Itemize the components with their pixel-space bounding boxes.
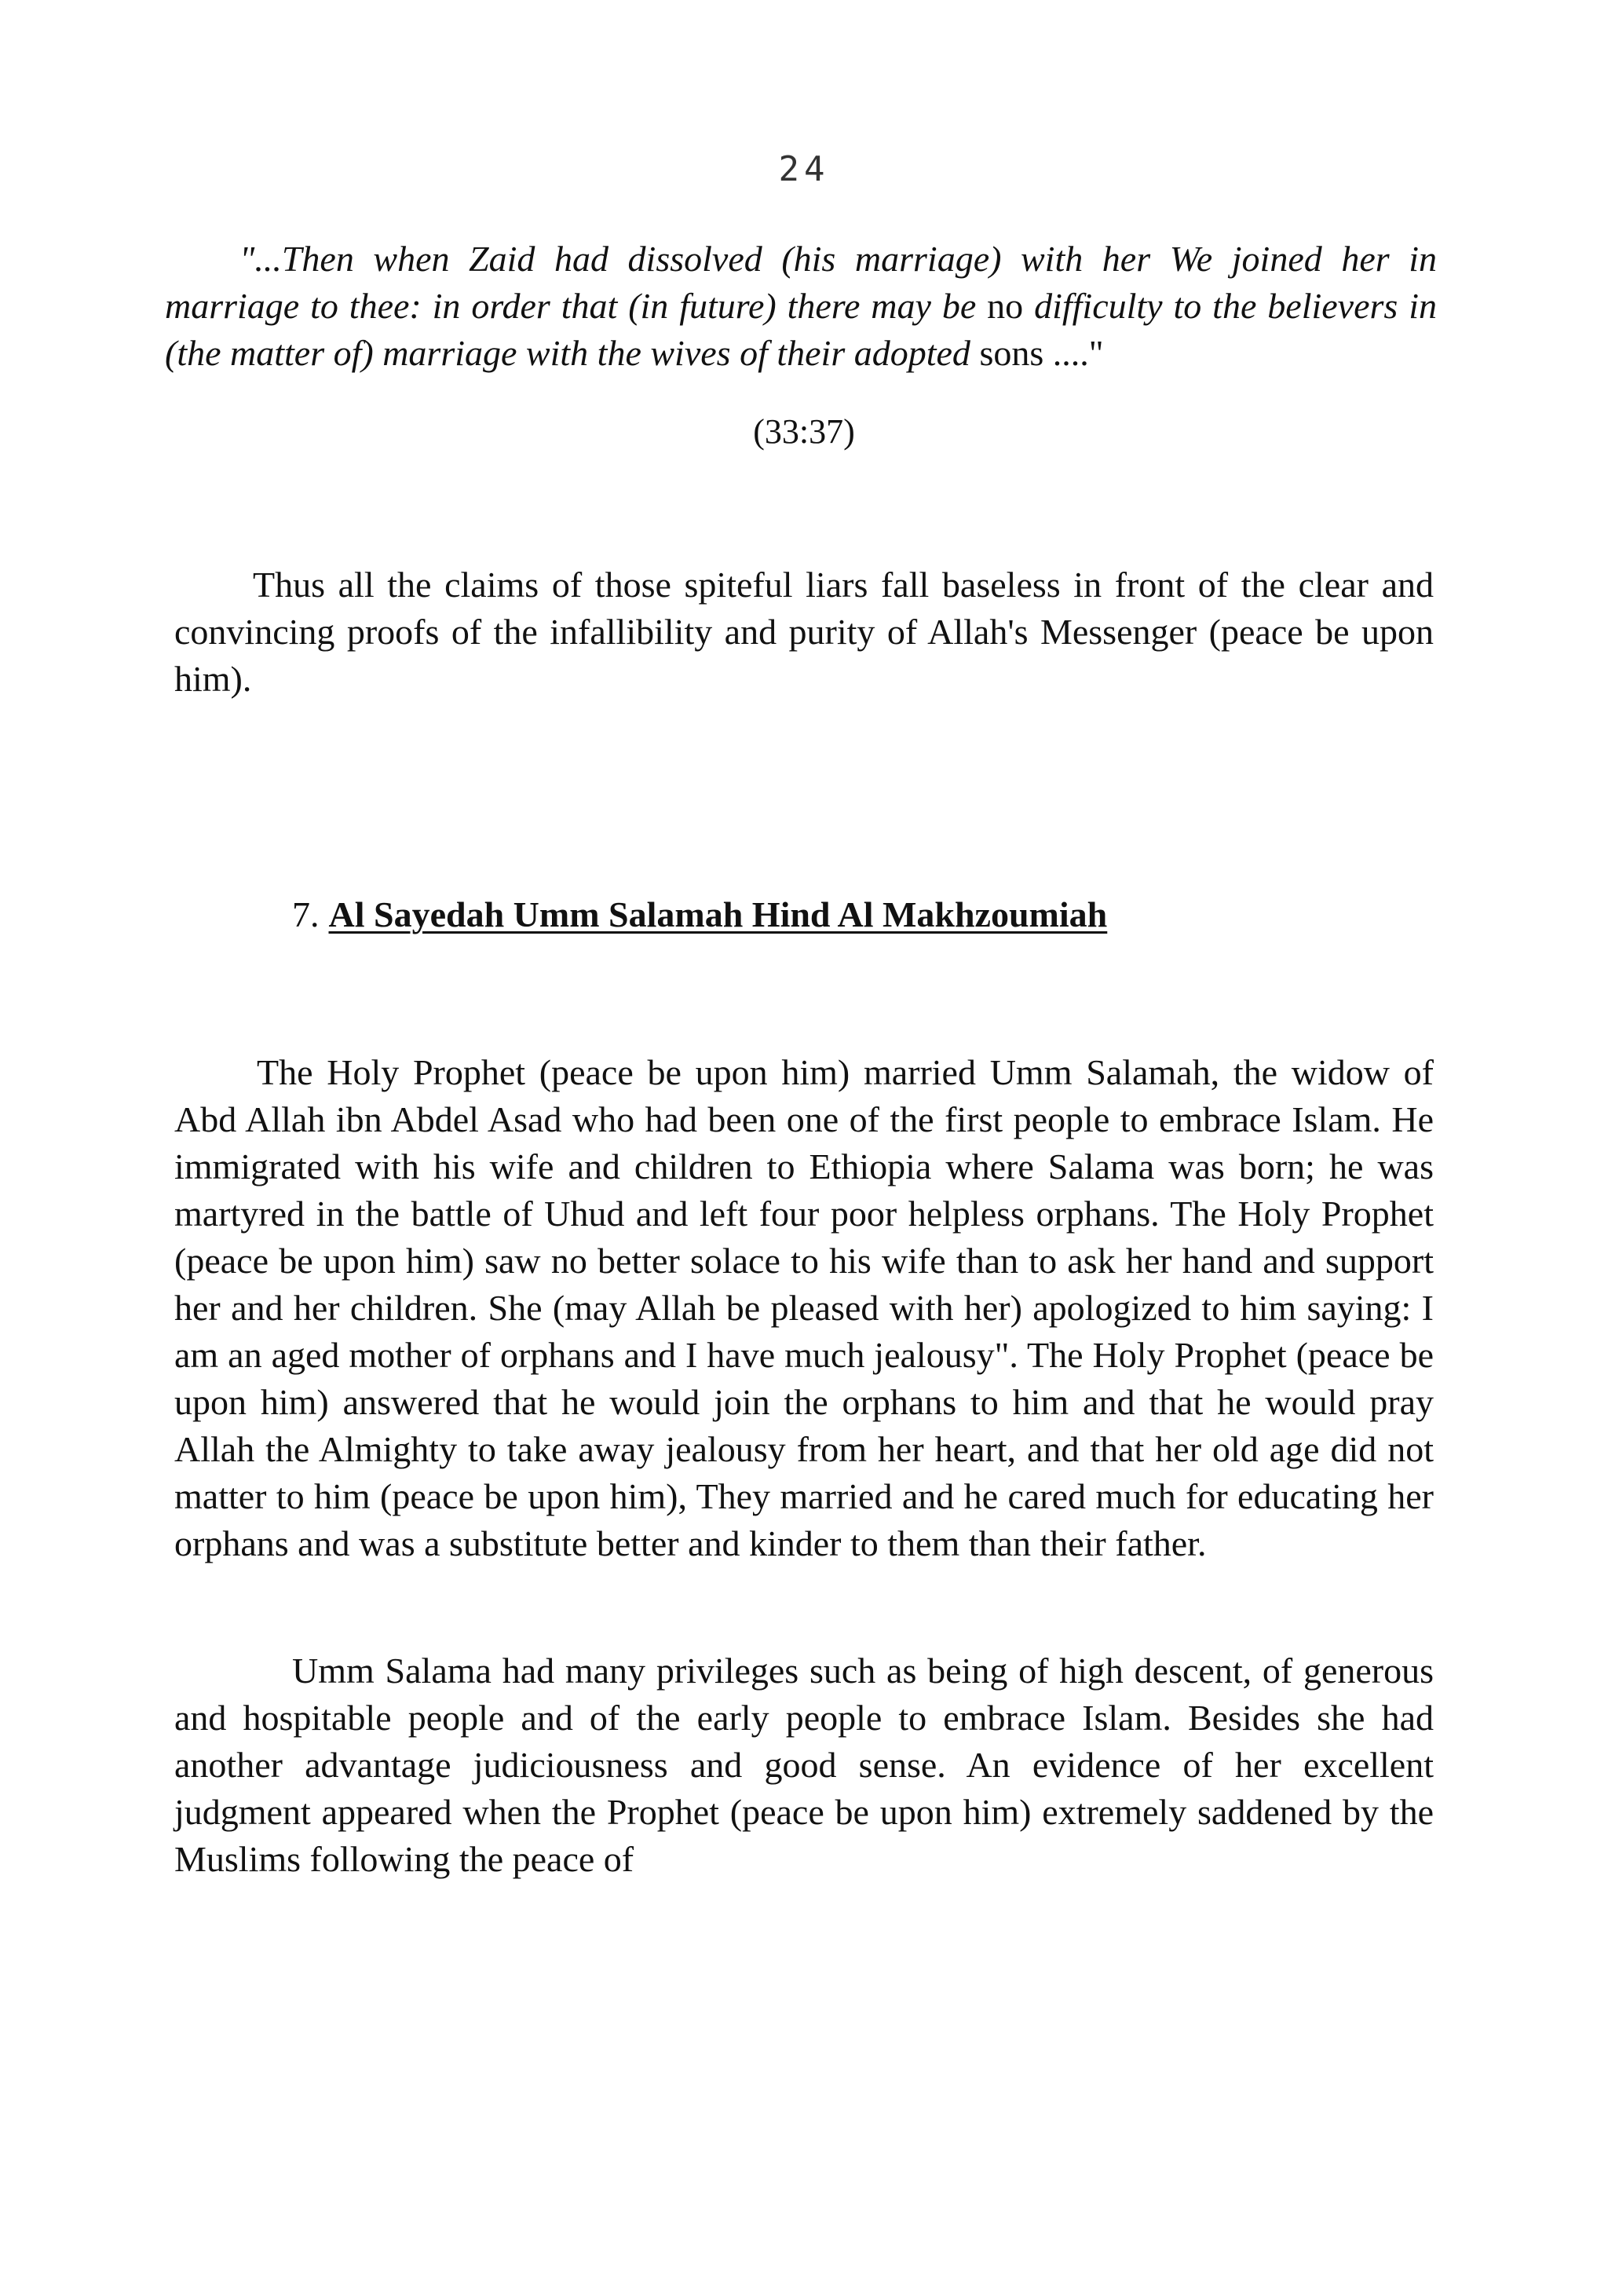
page-number: 24: [778, 149, 830, 189]
paragraph-umm-salama-privileges: Umm Salama had many privileges such as being of high descent, of generous and hospitable people and of the early people to embrace Islam. Besides she had another advantage judiciousness and good sense. An evidence of her excellent judgment appeared when the Prophet (peace be upon him) extremely saddened by the Muslims following the peace of: [174, 1651, 1434, 1879]
quote-text-part-1: "...Then when Zaid had dissolved (his marriage) with her We joined her in marriage to thee: in order that (in future) there may be: [165, 239, 1437, 326]
quote-text-part-2: difficulty to the believers in (the matter of) marriage with the wives of their adopted: [165, 286, 1437, 373]
paragraph-prophet-married: The Holy Prophet (peace be upon him) married Umm Salamah, the widow of Abd Allah ibn Abdel Asad who had been one of the first people to embrace Islam. He immigrated with his wife and children to Ethiopia where Salama was born; he was martyred in the battle of Uhud and left four poor helpless orphans. The Holy Prophet (peace be upon him) saw no better solace to his wife than to ask her hand and support her and her children. She (may Allah be pleased with her) apologized to him saying: I am an aged mother of orphans and I have much jealousy". The Holy Prophet (peace be upon him) answered that he would join the orphans to him and that he would pray Allah the Almighty to take away jealousy from her heart, and that her old age did not matter to him (peace be upon him), They married and he cared much for educating her orphans and was a substitute better and kinder to them than their father.: [174, 1052, 1434, 1563]
quote-text-no: no: [987, 286, 1024, 326]
section-number: 7.: [292, 894, 320, 934]
section-heading: [292, 894, 1107, 935]
quote-reference: (33:37): [753, 412, 855, 451]
section-title: Al Sayedah Umm Salamah Hind Al Makhzoumiah: [328, 894, 1108, 934]
quote-text-end: sons ....": [979, 333, 1104, 373]
paragraph-claims-baseless: Thus all the claims of those spiteful liars fall baseless in front of the clear and convincing proofs of the infallibility and purity of Allah's Messenger (peace be upon him).: [174, 565, 1434, 699]
quran-quote: [165, 236, 1437, 377]
